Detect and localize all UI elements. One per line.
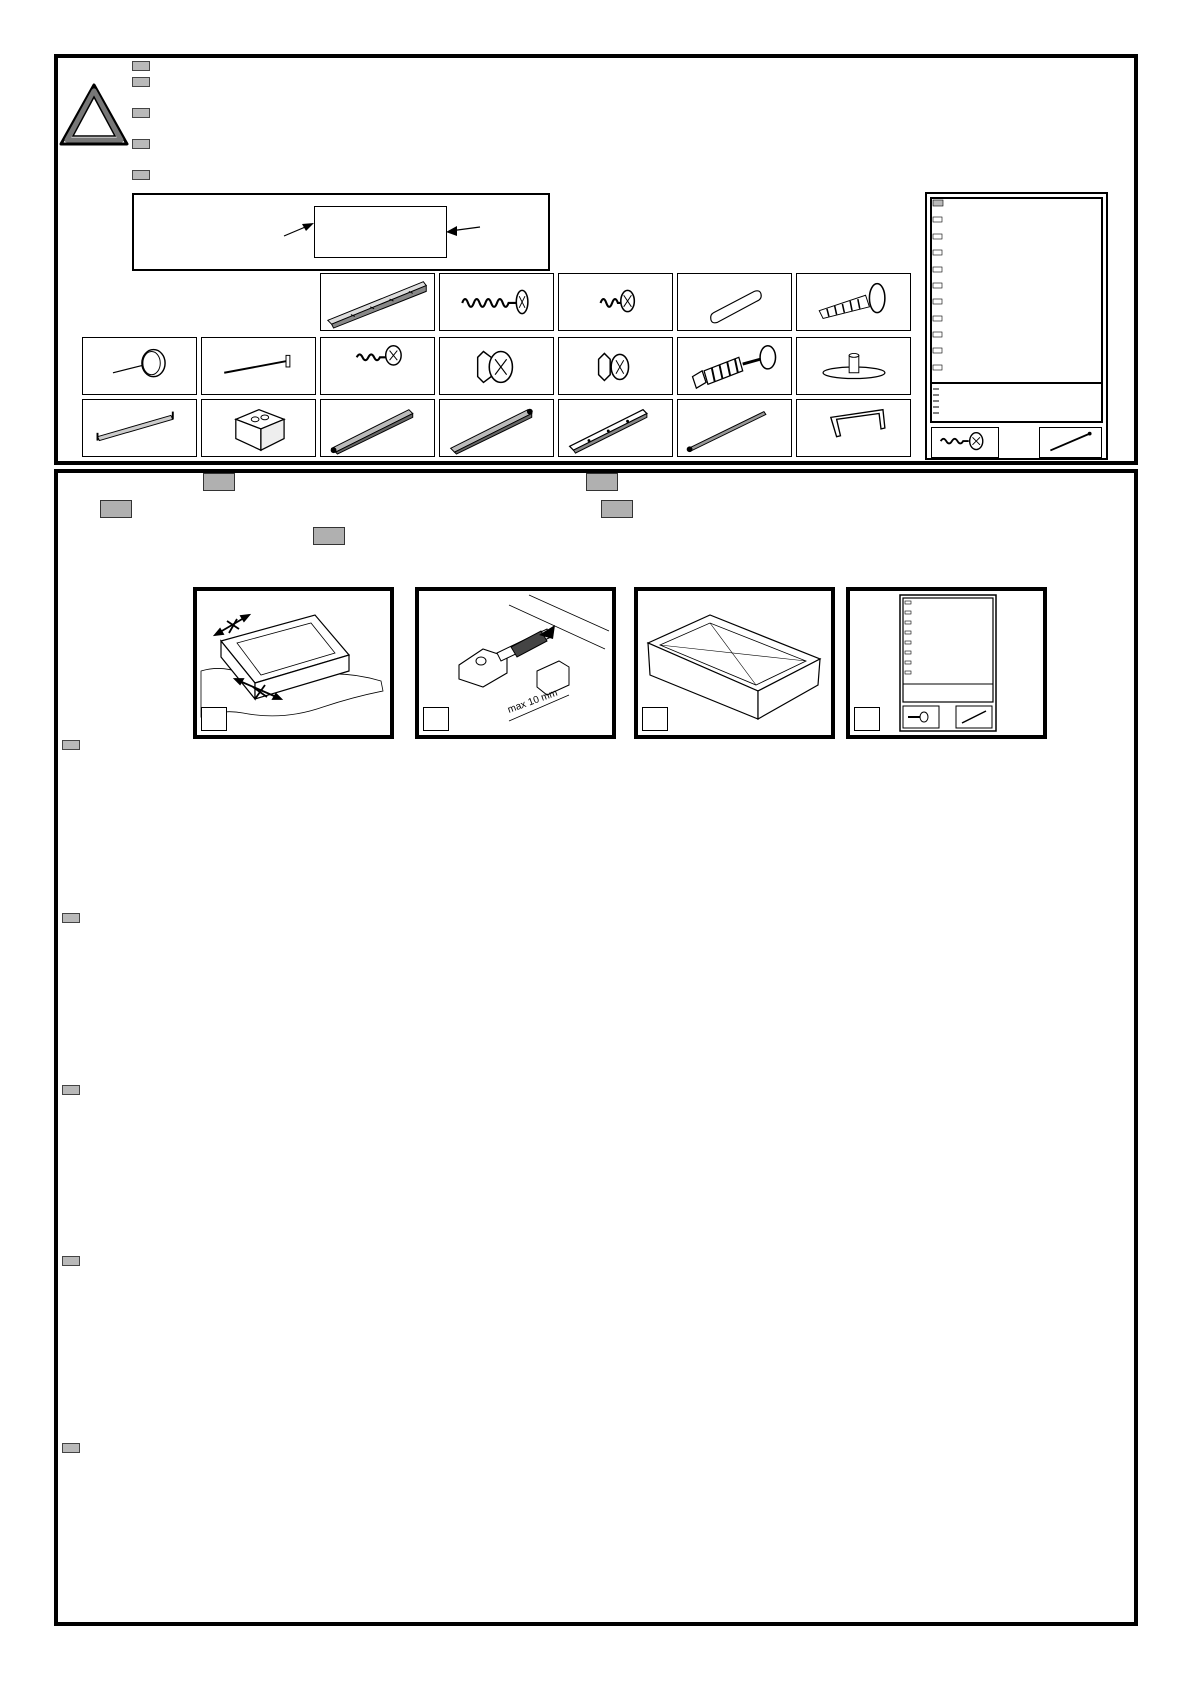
- cam-bolt-icon: [693, 346, 776, 388]
- language-flag: [132, 139, 150, 149]
- drawer-slide-icon: [328, 282, 426, 328]
- metal-rod-icon: [98, 412, 173, 441]
- part-rail-left: [320, 399, 435, 457]
- cam-lock-icon: [478, 352, 513, 383]
- slim-rail-icon: [687, 412, 766, 453]
- part-nail: [201, 337, 316, 395]
- runner-icon: [570, 410, 647, 453]
- corner-block-icon: [236, 410, 284, 451]
- small-cam-lock-icon: [599, 353, 629, 380]
- part-long-screw: [439, 273, 554, 331]
- part-wooden-dowel: [677, 273, 792, 331]
- part-slim-rail: [677, 399, 792, 457]
- language-flag: [132, 77, 150, 87]
- confirmat-screw-icon: [819, 284, 885, 319]
- part-shelf-support: [796, 337, 911, 395]
- step-number-box: [201, 707, 227, 731]
- language-flag: [132, 108, 150, 118]
- part-rail-right: [439, 399, 554, 457]
- part-cam-lock: [439, 337, 554, 395]
- section-language-flag: [62, 1256, 80, 1266]
- hook-bracket-icon: [831, 410, 885, 437]
- part-wood-screw: [320, 337, 435, 395]
- bag-screw-box: [931, 427, 999, 458]
- illustration-assembled-drawer: [634, 587, 835, 739]
- part-hook-bracket: [796, 399, 911, 457]
- booklet-divider: [930, 382, 1103, 384]
- callout-arrows: [280, 210, 510, 250]
- bag-rod-box: [1039, 427, 1102, 458]
- part-corner-block: [201, 399, 316, 457]
- max-depth-label: max 10 mm: [506, 687, 560, 716]
- booklet-ticks: [933, 386, 943, 420]
- illustration-dowel-depth: [415, 587, 616, 739]
- step-number-box: [423, 707, 449, 731]
- part-confirmat-screw: [796, 273, 911, 331]
- language-flag: [132, 61, 150, 71]
- furniture-glide-icon: [113, 350, 165, 377]
- illustration-instruction-booklet: [846, 587, 1047, 739]
- part-cam-bolt: [677, 337, 792, 395]
- language-flag-large: [586, 473, 618, 491]
- section-language-flag: [62, 740, 80, 750]
- section-language-flag: [62, 913, 80, 923]
- part-small-cam-lock: [558, 337, 673, 395]
- long-screw-icon: [462, 290, 528, 313]
- part-drawer-slide: [320, 273, 435, 331]
- part-runner: [558, 399, 673, 457]
- booklet-flags: [932, 198, 952, 378]
- illustration-soft-surface: [193, 587, 394, 739]
- rail-left-icon: [331, 410, 413, 454]
- language-flag-large: [100, 500, 132, 518]
- language-flag-large: [601, 500, 633, 518]
- short-screw-icon: [601, 290, 635, 311]
- shelf-support-icon: [823, 353, 885, 378]
- wooden-dowel-icon: [711, 291, 762, 323]
- language-flag-large: [203, 473, 235, 491]
- section-language-flag: [62, 1085, 80, 1095]
- step-number-box: [642, 707, 668, 731]
- nail-icon: [224, 355, 290, 372]
- language-flag-large: [313, 527, 345, 545]
- hardware-booklet: [930, 197, 1103, 423]
- rail-right-icon: [451, 409, 533, 454]
- part-furniture-glide: [82, 337, 197, 395]
- warning-triangle-icon: [58, 82, 130, 148]
- step-number-box: [854, 707, 880, 731]
- part-metal-rod: [82, 399, 197, 457]
- section-language-flag: [62, 1443, 80, 1453]
- wood-screw-icon: [357, 346, 401, 365]
- language-flag: [132, 170, 150, 180]
- part-short-screw: [558, 273, 673, 331]
